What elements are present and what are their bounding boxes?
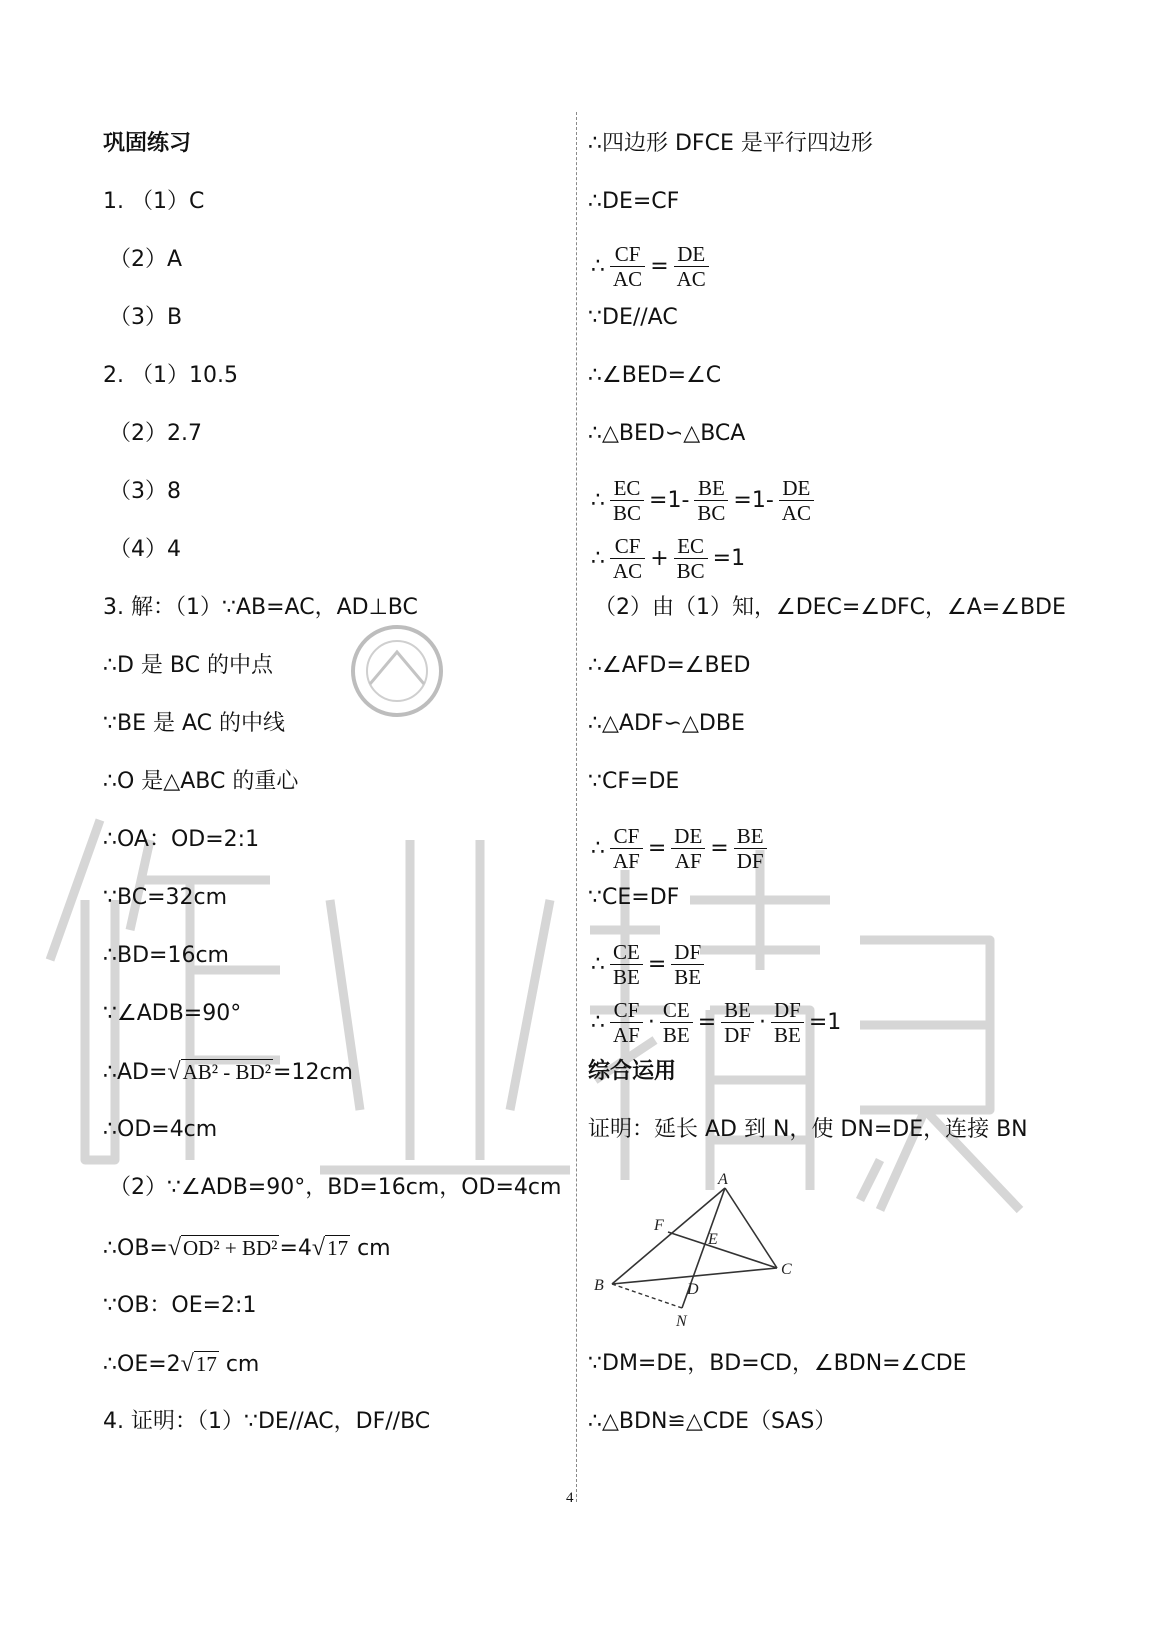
fraction [610,534,645,583]
denominator: AC [676,266,706,291]
answer-line: 3. 解：（1）∵AB=AC，AD⊥BC [103,595,418,620]
section-heading-comprehensive: 综合运用 [588,1059,677,1084]
sqrt-expression: √AB² - BD² [167,1059,272,1085]
answer-line: 2. （1）10.5 [103,363,238,388]
page-number: 4 [566,1490,574,1506]
denominator: AF [613,848,640,873]
denominator: AC [613,266,643,291]
answer-line: 1. （1）C [103,189,205,214]
stamp-logo [348,622,446,720]
segment-bn [612,1284,682,1308]
segment-fc [668,1232,777,1268]
fraction [671,940,704,989]
therefore-symbol: ∴ [591,951,605,977]
therefore-symbol: ∴ [591,835,605,861]
answer-line: ∴D 是 BC 的中点 [103,653,273,678]
denominator: BE [774,1022,801,1047]
label-e: E [708,1231,718,1248]
fraction [610,824,643,873]
numerator: DF [671,940,704,965]
proof-line: ∴DE=CF [588,189,680,214]
numerator: EC [610,476,644,501]
proof-line: ∴四边形 DFCE 是平行四边形 [588,131,873,156]
denominator: BE [674,964,702,989]
proof-line: ∴∠BED=∠C [588,363,722,388]
denominator: BE [613,964,640,989]
proof-line: ∵DE//AC [588,305,678,330]
operator: =1- [649,487,690,513]
denominator: DF [724,1022,751,1047]
fraction [734,824,767,873]
proof-line: （2）由（1）知，∠DEC=∠DFC，∠A=∠BDE [594,595,1066,620]
denominator: DF [736,848,764,873]
segment-ac [725,1188,777,1268]
radicand: 17 [195,1352,217,1376]
operator: = [697,1009,717,1035]
therefore-symbol: ∴ [591,1009,605,1035]
proof-line: 证明：延长 AD 到 N，使 DN=DE，连接 BN [588,1117,1028,1142]
numerator: DE [779,476,814,501]
answer-line: （2）∵∠ADB=90°，BD=16cm，OD=4cm [109,1175,562,1200]
denominator: AC [781,500,811,525]
numerator: DE [674,242,709,267]
answer-line: （4）4 [109,537,181,562]
numerator: EC [674,534,708,559]
column-divider [576,112,577,1502]
fraction-equation [588,530,748,586]
section-heading-consolidation: 巩固练习 [103,131,192,156]
operator: = [647,835,667,861]
unit: cm [225,1352,260,1377]
label-d: D [687,1281,699,1298]
formula-oe [103,1348,259,1380]
operator: · [759,1009,766,1035]
formula-ob [103,1232,391,1264]
numerator: DE [671,824,705,849]
therefore-symbol: ∴ [591,487,605,513]
answer-line: ∵∠ADB=90° [103,1001,242,1026]
radicand: AB² - BD² [182,1060,272,1084]
denominator: BE [662,1022,690,1047]
triangle-figure [590,1168,820,1343]
answer-line: （3）8 [109,479,181,504]
denominator: BC [613,500,642,525]
numerator: CF [610,824,643,849]
therefore-symbol: ∴ [591,545,605,571]
operator: = [710,835,729,861]
answer-line: ∴O 是△ABC 的重心 [103,769,299,794]
answer-line: ∵BE 是 AC 的中线 [103,711,285,736]
numerator: BE [734,824,767,849]
formula-mid: =4 [279,1236,312,1261]
fraction-equation [588,238,711,294]
fraction [779,476,814,525]
operator: = [650,253,669,279]
answer-line: （2）2.7 [109,421,202,446]
formula-prefix: ∴OE=2 [103,1352,181,1377]
numerator: CF [610,242,645,267]
fraction-equation [588,820,769,876]
numerator: CE [660,998,693,1023]
denominator: BC [676,558,705,583]
therefore-symbol: ∴ [591,253,605,279]
label-n: N [676,1313,687,1330]
proof-line: ∴△BED∽△BCA [588,421,746,446]
fraction [610,998,643,1047]
numerator: BE [694,476,728,501]
fraction [610,476,644,525]
formula-prefix: ∴OB= [103,1236,168,1261]
answer-line: ∴OD=4cm [103,1117,218,1142]
proof-line: ∴△ADF∽△DBE [588,711,745,736]
operator: =1 [808,1009,842,1035]
denominator: BC [697,500,726,525]
fraction [674,534,708,583]
operator: =1- [733,487,774,513]
radicand: 17 [327,1236,349,1260]
fraction [771,998,804,1047]
fraction [610,242,645,291]
numerator: CF [610,534,645,559]
operator: + [650,545,669,571]
formula-result: =12cm [273,1060,353,1085]
label-f: F [654,1217,664,1234]
fraction-equation [588,936,706,992]
fraction [694,476,728,525]
proof-line: ∵DM=DE，BD=CD，∠BDN=∠CDE [588,1351,967,1376]
answer-line: ∴OA：OD=2:1 [103,827,260,852]
label-b: B [594,1277,604,1294]
sqrt-expression: √17 [180,1351,217,1377]
numerator: CF [610,998,643,1023]
proof-line: ∵CE=DF [588,885,680,910]
proof-line: ∵CF=DE [588,769,680,794]
denominator: AF [674,848,702,873]
radicand: OD² + BD² [183,1236,278,1260]
fraction [610,940,643,989]
fraction-equation [588,472,816,528]
label-a: A [718,1171,728,1188]
sqrt-expression: √OD² + BD² [167,1235,278,1261]
operator: =1 [712,545,746,571]
numerator: CE [610,940,643,965]
unit: cm [357,1236,391,1261]
fraction-equation [588,994,844,1050]
formula-ad [103,1056,353,1088]
proof-line: ∴△BDN≌△CDE（SAS） [588,1409,837,1434]
answer-line: （2）A [109,247,183,272]
answer-line: 4. 证明：（1）∵DE//AC，DF//BC [103,1409,431,1434]
fraction [671,824,705,873]
denominator: AF [613,1022,640,1047]
numerator: BE [721,998,754,1023]
fraction [721,998,754,1047]
formula-prefix: ∴AD= [103,1060,168,1085]
denominator: AC [613,558,643,583]
answer-line: ∴BD=16cm [103,943,229,968]
proof-line: ∴∠AFD=∠BED [588,653,751,678]
label-c: C [781,1261,792,1278]
fraction [660,998,693,1047]
numerator: DF [771,998,804,1023]
operator: · [647,1009,655,1035]
fraction [674,242,709,291]
sqrt-expression: √17 [311,1235,349,1261]
answer-line: （3）B [109,305,183,330]
answer-line: ∵OB：OE=2:1 [103,1293,257,1318]
answer-line: ∵BC=32cm [103,885,228,910]
operator: = [647,951,667,977]
